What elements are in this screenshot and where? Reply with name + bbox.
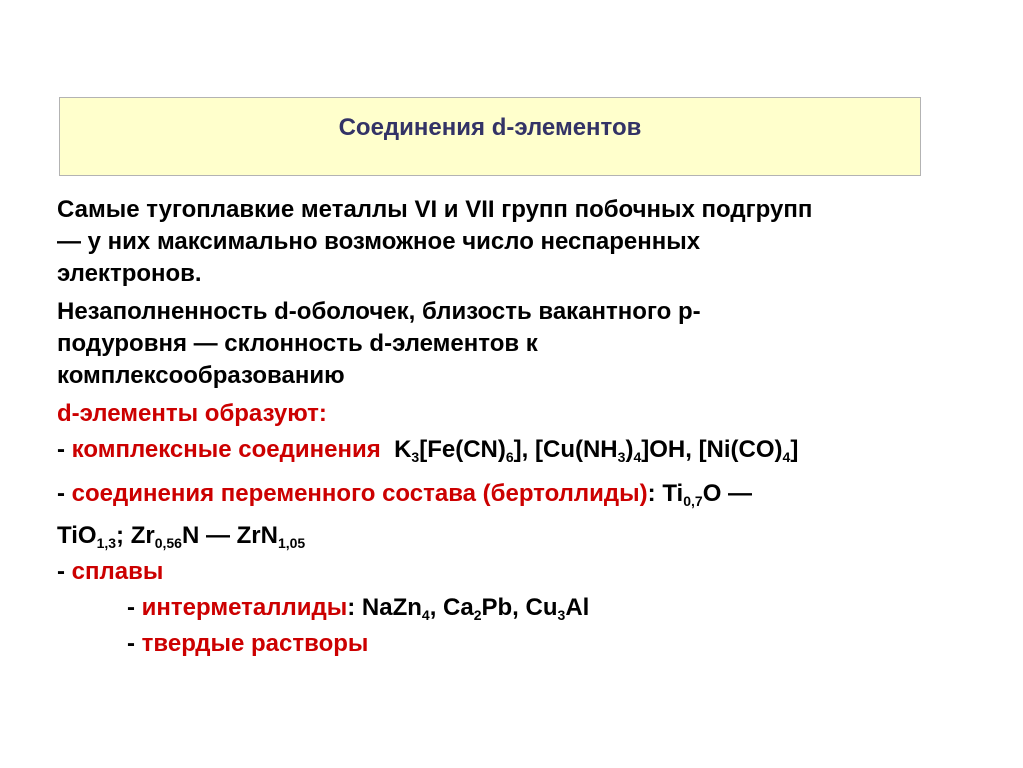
- paragraph-line: — у них максимально возможное число неспаренных: [57, 228, 701, 255]
- list-item-solid-solutions: [127, 628, 368, 660]
- paragraph-line: подуровня — склонность d-элементов к: [57, 330, 538, 357]
- paragraph-line: комплексообразованию: [57, 362, 345, 389]
- formula: TiO$_{1,3}$; $Zr_{0,56}N$ — ZrN$_{1,05}$: [57, 522, 306, 551]
- formula: NaZn$_4$, $Ca_2Pb$, $Cu_3Al$: [361, 594, 590, 623]
- list-label: соединения переменного состава (бертоллиды): [71, 480, 648, 507]
- paragraph-line: электронов.: [57, 260, 202, 287]
- list-item-intermetallic: - интерметаллиды: NaZn$_4$, $Ca_2Pb$, $Cu_3Al$: [127, 594, 590, 623]
- list-label: комплексные соединения: [71, 436, 381, 463]
- list-label: интерметаллиды: [141, 594, 348, 621]
- formula: $K_3[Fe(CN)_6]$, $[Cu(NH_3)_4]OH$, $[Ni(CO)_4]$: [394, 436, 799, 465]
- forms-heading: d-элементы образуют:: [57, 400, 327, 427]
- list-dash: -: [127, 630, 142, 657]
- paragraph-line: Незаполненность d-оболочек, близость вакантного р-: [57, 298, 701, 325]
- formula: $Ti_{0,7}O$ —: [662, 480, 753, 509]
- list-dash: -: [57, 436, 72, 463]
- slide-title-box: [59, 97, 921, 176]
- list-dash: -: [57, 558, 72, 585]
- list-item-complex: [57, 434, 798, 466]
- list-item-alloys: [57, 556, 163, 588]
- slide-title: Соединения d-элементов: [338, 114, 642, 141]
- list-dash: -: [57, 480, 72, 507]
- paragraph-line: Самые тугоплавкие металлы VI и VII групп побочных подгрупп: [57, 196, 813, 223]
- list-dash: -: [127, 594, 142, 621]
- list-label: твердые растворы: [141, 630, 369, 657]
- list-label: сплавы: [71, 558, 164, 585]
- list-item-variable-composition: - соединения переменного состава (бертоллиды): $Ti_{0,7}O$ —: [57, 480, 753, 509]
- variable-composition-continued: [57, 520, 305, 552]
- paragraph-refractory-metals: [57, 194, 812, 290]
- paragraph-complexation: [57, 296, 701, 392]
